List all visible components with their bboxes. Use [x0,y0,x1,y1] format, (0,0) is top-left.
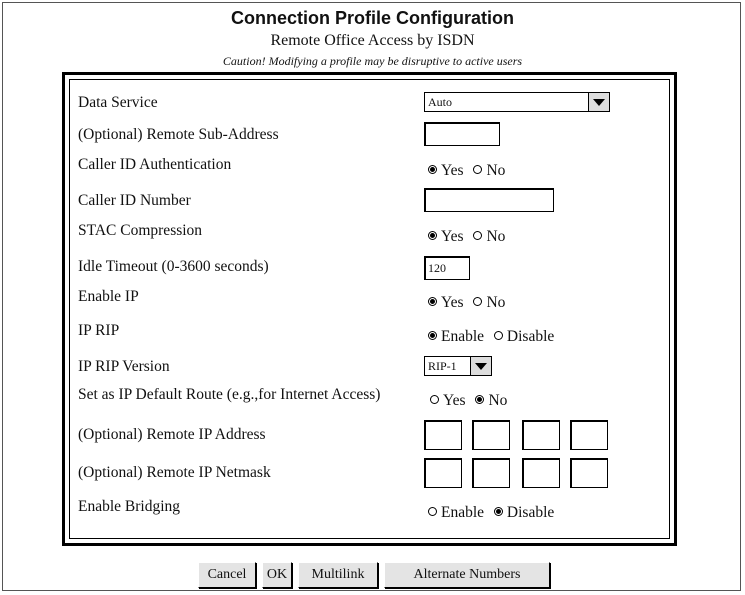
ip-rip-enable-radio[interactable] [428,331,437,340]
row-enable-ip [78,288,638,318]
chevron-down-icon[interactable] [588,93,609,111]
stac-compression-label: STAC Compression [78,222,203,239]
remote-netmask-octet-3[interactable] [522,458,560,488]
enable-ip-label: Enable IP [78,288,139,305]
remote-ip-octet-3[interactable] [522,420,560,450]
multilink-button[interactable]: Multilink [298,562,378,588]
caller-id-auth-yes-option[interactable]: Yes [428,162,464,179]
alternate-numbers-button[interactable]: Alternate Numbers [384,562,550,588]
row-ip-rip [78,322,638,352]
enable-ip-yes-radio[interactable] [428,297,437,306]
page-subtitle: Remote Office Access by ISDN [270,32,475,49]
default-route-radio-group [430,392,513,410]
enable-bridging-label: Enable Bridging [78,498,181,515]
ip-rip-enable-option[interactable]: Enable [428,328,484,345]
caller-id-auth-no-option[interactable]: No [473,162,505,179]
stac-yes-radio[interactable] [428,231,437,240]
caller-id-number-label: Caller ID Number [78,192,191,209]
stac-no-option[interactable]: No [473,228,505,245]
caution-note: Caution! Modifying a profile may be disruptive to active users [222,54,523,68]
bridging-disable-option[interactable]: Disable [494,504,554,521]
remote-ip-octet-4[interactable] [570,420,608,450]
row-ip-rip-version [78,358,638,388]
caller-id-auth-label: Caller ID Authentication [78,156,232,173]
stac-yes-option[interactable]: Yes [428,228,464,245]
caller-id-auth-radio-group [428,162,511,180]
row-remote-sub-address [78,126,638,156]
enable-ip-no-radio[interactable] [473,297,482,306]
caller-id-auth-no-radio[interactable] [473,165,482,174]
ip-rip-version-select[interactable] [424,356,492,376]
remote-ip-label: (Optional) Remote IP Address [78,426,266,443]
bridging-enable-radio[interactable] [428,507,437,516]
remote-netmask-octet-2[interactable] [472,458,510,488]
remote-netmask-octet-4[interactable] [570,458,608,488]
default-route-yes-radio[interactable] [430,395,439,404]
button-bar [0,562,745,588]
data-service-label: Data Service [78,94,158,111]
row-caller-id-number [78,192,638,222]
ip-rip-version-label: IP RIP Version [78,358,170,375]
remote-netmask-label: (Optional) Remote IP Netmask [78,464,271,481]
ip-rip-version-value: RIP-1 [428,359,457,373]
ip-rip-radio-group [428,328,560,346]
caller-id-number-input[interactable] [424,188,554,212]
default-route-no-option[interactable]: No [475,392,507,409]
enable-ip-radio-group [428,294,511,312]
stac-compression-radio-group [428,228,511,246]
row-idle-timeout [78,258,638,288]
stac-no-radio[interactable] [473,231,482,240]
enable-ip-yes-option[interactable]: Yes [428,294,464,311]
bridging-radio-group [428,504,560,522]
row-data-service [78,94,638,124]
row-stac-compression [78,222,638,252]
data-service-value: Auto [428,95,452,109]
default-route-yes-option[interactable]: Yes [430,392,466,409]
page-title: Connection Profile Configuration [231,8,514,28]
ok-button[interactable]: OK [262,562,292,588]
chevron-down-icon[interactable] [470,357,491,375]
row-remote-netmask [78,464,638,494]
bridging-enable-option[interactable]: Enable [428,504,484,521]
row-remote-ip [78,426,638,456]
cancel-button[interactable]: Cancel [198,562,256,588]
ip-rip-disable-option[interactable]: Disable [494,328,554,345]
ip-rip-label: IP RIP [78,322,120,339]
remote-ip-octet-1[interactable] [424,420,462,450]
row-caller-id-auth [78,156,638,186]
idle-timeout-label: Idle Timeout (0-3600 seconds) [78,258,269,275]
data-service-select[interactable] [424,92,610,112]
ip-rip-disable-radio[interactable] [494,331,503,340]
remote-netmask-octet-1[interactable] [424,458,462,488]
row-enable-bridging [78,498,638,528]
remote-sub-address-label: (Optional) Remote Sub-Address [78,126,279,143]
default-route-label: Set as IP Default Route (e.g.,for Internet Access) [78,386,381,403]
remote-sub-address-input[interactable] [424,122,500,146]
caller-id-auth-yes-radio[interactable] [428,165,437,174]
default-route-no-radio[interactable] [475,395,484,404]
enable-ip-no-option[interactable]: No [473,294,505,311]
bridging-disable-radio[interactable] [494,507,503,516]
row-default-route [78,386,638,416]
remote-ip-octet-2[interactable] [472,420,510,450]
idle-timeout-input[interactable]: 120 [424,256,470,280]
